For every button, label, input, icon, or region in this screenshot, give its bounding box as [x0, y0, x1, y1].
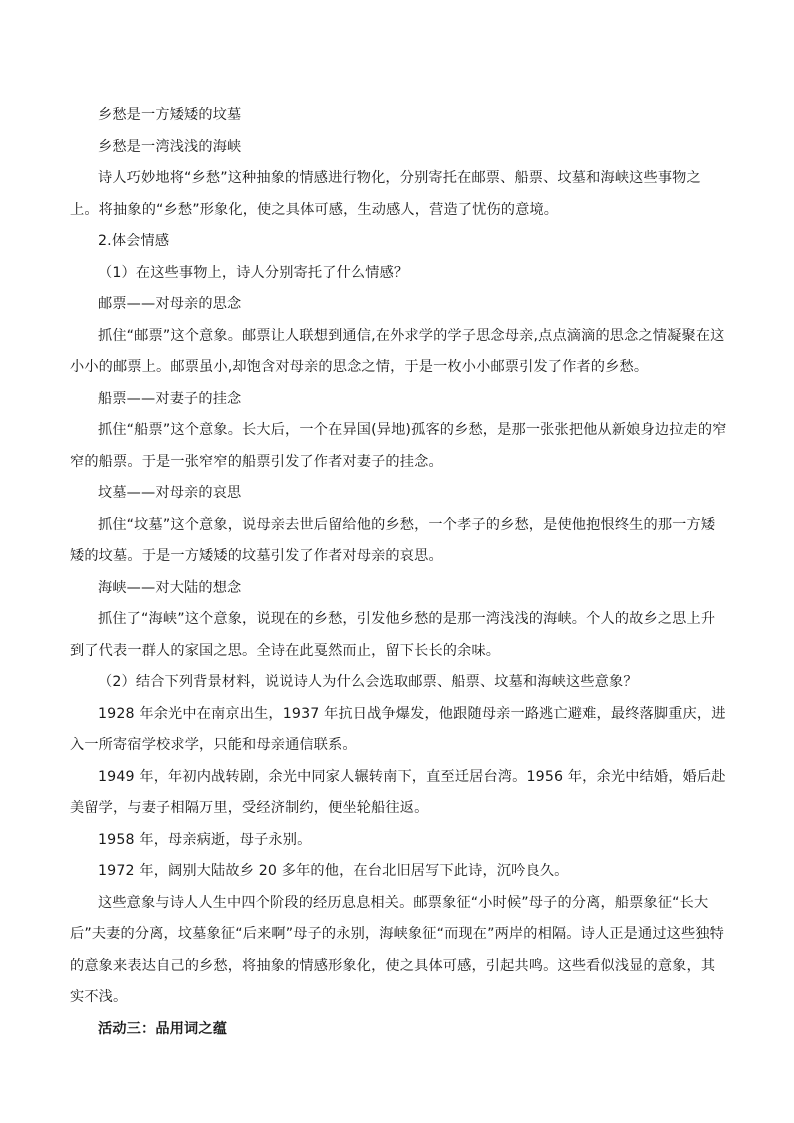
question-2: （2）结合下列背景材料，说说诗人为什么会选取邮票、船票、坟墓和海峡这些意象？	[98, 674, 638, 690]
subheading-strait: 海峡——对大陆的想念	[98, 579, 242, 596]
subheading-stamp: 邮票——对母亲的思念	[98, 296, 242, 312]
background-1972: 1972 年，阔别大陆故乡 20 多年的他，在台北旧居写下此诗，沉吟良久。	[98, 863, 569, 879]
paragraph-objectification: 诗人巧妙地将“乡愁”这种抽象的情感进行物化，分别寄托在邮票、船票、坟墓和海峡这些事物之上。将抽象的“乡愁”形象化，使之具体可感，生动感人，营造了忧伤的意境。	[70, 170, 701, 218]
paragraph-conclusion: 这些意象与诗人人生中四个阶段的经历息息相关。邮票象征“小时候”母子的分离，船票象征“长大后”夫妻的分离，坟墓象征“后来啊”母子的永别，海峡象征“而现在”两岸的相隔。诗人正是通过这些独特的意象来表达自己的乡愁，将抽象的情感形象化，使之具体可感，引起共鸣。这些看似浅显的意象，其实不浅。	[70, 894, 725, 1005]
paragraph-ticket: 抓住“船票”这个意象。长大后，一个在异国(异地)孤客的乡愁，是那一张张把他从新娘身边拉走的窄窄的船票。于是一张窄窄的船票引发了作者对妻子的挂念。	[70, 422, 727, 470]
question-1: （1）在这些事物上，诗人分别寄托了什么情感？	[98, 264, 409, 281]
section-heading-emotion: 2.体会情感	[98, 233, 170, 249]
paragraph-tomb: 抓住“坟墓”这个意象，说母亲去世后留给他的乡愁，一个孝子的乡愁，是使他抱恨终生的那一方矮矮的坟墓。于是一方矮矮的坟墓引发了作者对母亲的哀思。	[70, 516, 716, 564]
subheading-tomb: 坟墓——对母亲的哀思	[98, 485, 242, 501]
poem-line-strait: 乡愁是一湾浅浅的海峡	[98, 138, 242, 155]
background-1949: 1949 年，年初内战转剧，余光中同家人辗转南下，直至迁居台湾。1956 年，余光中结婚，婚后赴美留学，与妻子相隔万里，受经济制约，便坐轮船往返。	[70, 768, 726, 816]
paragraph-strait: 抓住了“海峡”这个意象，说现在的乡愁，引发他乡愁的是那一湾浅浅的海峡。个人的故乡之思上升到了代表一群人的家国之思。全诗在此戛然而止，留下长长的余味。	[70, 611, 716, 659]
background-1928: 1928 年余光中在南京出生，1937 年抗日战争爆发，他跟随母亲一路逃亡避难，最终落脚重庆，进入一所寄宿学校求学，只能和母亲通信联系。	[70, 705, 726, 753]
paragraph-stamp: 抓住“邮票”这个意象。邮票让人联想到通信,在外求学的学子思念母亲,点点滴滴的思念之情凝聚在这小小的邮票上。邮票虽小,却饱含对母亲的思念之情，于是一枚小小邮票引发了作者的乡愁。	[70, 327, 725, 375]
activity-3-heading: 活动三：品用词之蕴	[98, 1020, 228, 1037]
background-1958: 1958 年，母亲病逝，母子永别。	[98, 831, 312, 848]
poem-line-tomb: 乡愁是一方矮矮的坟墓	[98, 107, 242, 123]
document-body	[70, 100, 728, 1045]
subheading-ticket: 船票——对妻子的挂念	[98, 390, 242, 407]
